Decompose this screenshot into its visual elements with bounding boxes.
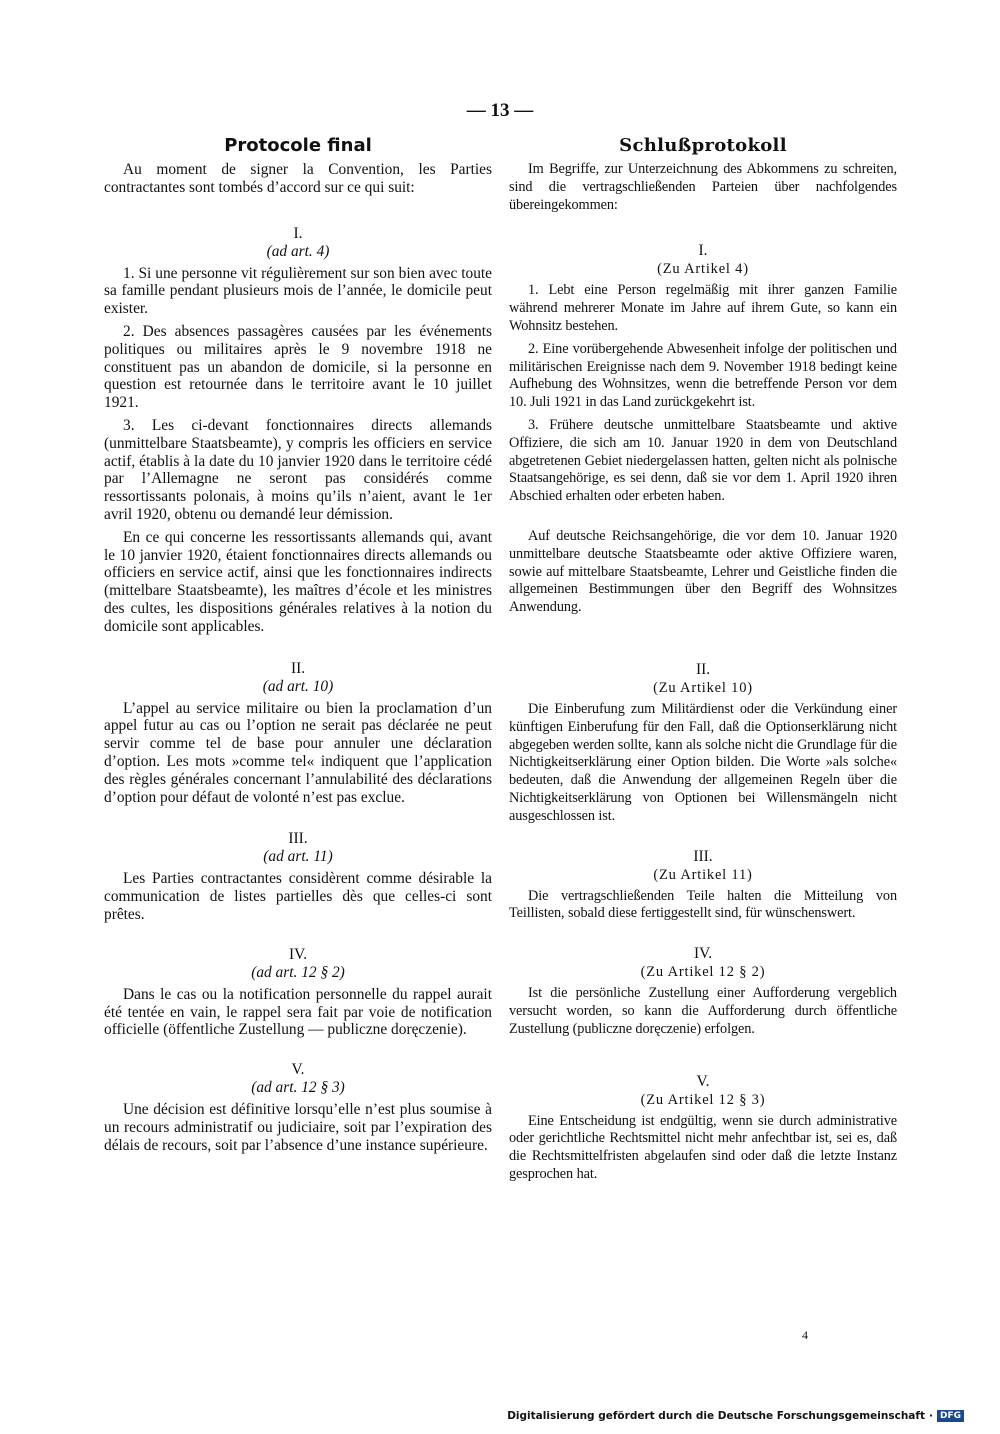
paragraph: L’appel au service militaire ou bien la proclamation d’un appel futur au cas ou l’option ne serait pas déclarée ne peut servir comme tel de base pour annuler une déclaration d’option. Les mots »comme tel« indiquent que l’application des règles générales concernant l’annulabilité des déclarations d’option pour défaut de volonté n’est pas exclue. <box>104 699 492 806</box>
section-number: IV. <box>693 945 713 963</box>
paragraph: 1. Lebt eine Person regelmäßig mit ihrer ganzen Familie während mehrerer Monate im Jahre auf ihrem Gute, so kann ein Wohnsitz bestehen. <box>509 282 897 334</box>
paragraph: Une décision est définitive lorsqu’elle n’est plus soumise à un recours administratif ou judiciaire, soit par l’expiration des délais de recours, soit par l’absence d’une instance supérieure. <box>104 1101 492 1154</box>
paragraph: Les Parties contractantes considèrent comme désirable la communication de listes partielles dès que celles-ci sont prêtes. <box>104 870 492 923</box>
section-number: III. <box>288 830 308 848</box>
dfg-logo[interactable]: DFG <box>937 1410 964 1422</box>
paragraph: 2. Des absences passagères causées par les événements politiques ou militaires après le 9 novembre 1918 ne constituent pas un abandon de domicile, si la personne en question est retournée dans le territoire avant le 10 juillet 1921. <box>104 322 492 412</box>
paragraph: Die vertragschließenden Teile halten die Mitteilung von Teillisten, sobald diese fertiggestellt sind, für wünschenswert. <box>509 887 897 922</box>
section-reference: (Zu Artikel 12 § 2) <box>640 964 766 981</box>
section-reference: (Zu Artikel 10) <box>653 679 753 696</box>
french-intro: Au moment de signer la Convention, les Parties contractantes sont tombés d’accord sur ce qui suit: <box>104 161 492 196</box>
paragraph: Die Einberufung zum Militärdienst oder die Verkündung einer künftigen Einberufung für den Fall, daß die Optionserklärung nicht abgegeben werden sollte, kann als solche nicht die Grundlage für die Nichtigkeitserklärung einer Option bilden. Die Worte »als solche« bedeuten, daß die Anwendung der allgemeinen Regeln über die Nichtigkeitserklärung von Optionen bei Willensmängeln nicht ausgeschlossen ist. <box>509 700 897 824</box>
section-number: II. <box>695 660 711 678</box>
signature-mark: 4 <box>802 1328 808 1342</box>
paragraph: Auf deutsche Reichsangehörige, die vor dem 10. Januar 1920 unmittelbare deutsche Staatsbeamte oder aktive Offiziere waren, sowie auf mittelbare Staatsbeamte, Lehrer und Geistliche finden die allgemeinen Bestimmungen über den Begriff des Wohnsitzes Anwendung. <box>509 527 897 616</box>
footer-separator: · <box>928 1410 933 1422</box>
french-column <box>104 135 492 1154</box>
paragraph: 1. Si une personne vit régulièrement sur son bien avec toute sa famille pendant plusieurs mois de l’année, le domicile peut exister. <box>104 264 492 318</box>
section-reference: (ad art. 10) <box>262 677 334 695</box>
paragraph: 2. Eine vorübergehende Abwesenheit infolge der politischen und militärischen Ereignisse nach dem 9. November 1918 bedingt keine Aufhebung des Wohnsitzes, wenn die betreffende Person vor dem 10. Juli 1921 in das Land zurückgekehrt ist. <box>509 340 897 411</box>
paragraph: Dans le cas ou la notification personnelle du rappel aurait été tentée en vain, le rappel sera fait par voie de notification officielle (öffentliche Zustellung — publiczne doręczenie). <box>104 985 492 1039</box>
section-number: III. <box>693 847 713 865</box>
section-number: I. <box>698 242 708 260</box>
section-reference: (Zu Artikel 4) <box>657 261 749 278</box>
section-number: II. <box>290 659 306 677</box>
german-intro: Im Begriffe, zur Unterzeichnung des Abkommens zu schreiten, sind die vertragschließenden Parteien über nachfolgendes übereingekommen: <box>509 161 897 213</box>
french-title: Protocole final <box>224 135 372 156</box>
paragraph: Ist die persönliche Zustellung einer Aufforderung vergeblich versucht worden, so kann die Aufforderung durch öffentliche Zustellung (publiczne doręczenie) erfolgen. <box>509 985 897 1037</box>
section-number: V. <box>696 1072 710 1090</box>
footer-text: Digitalisierung gefördert durch die Deutsche Forschungsgemeinschaft <box>507 1410 925 1422</box>
section-reference: (Zu Artikel 12 § 3) <box>640 1091 766 1108</box>
section-reference: (ad art. 12 § 2) <box>251 963 345 981</box>
section-reference: (ad art. 11) <box>263 848 333 866</box>
paragraph: 3. Les ci-devant fonctionnaires directs allemands (unmittelbare Staatsbeamte), y compris les officiers en service actif, établis à la date du 10 janvier 1920 dans le territoire cédé par l’Allemagne ne seront pas considérés comme ressortissants polonais, à moins qu’ils n’aient, avant le 1er avril 1920, obtenu ou demandé leur démission. <box>104 416 492 523</box>
paragraph: 3. Frühere deutsche unmittelbare Staatsbeamte und aktive Offiziere, die sich am 10. Januar 1920 in dem von Deutschland abgetretenen Gebiet niedergelassen hatten, gelten nicht als polnische Staatsangehörige, es sei denn, daß sie vor dem 1. April 1920 ihren Abschied erhalten oder erbeten haben. <box>509 416 897 505</box>
section-number: I. <box>293 224 303 242</box>
digitization-footer <box>507 1410 964 1422</box>
section-reference: (ad art. 4) <box>266 242 330 260</box>
section-number: IV. <box>288 945 308 963</box>
paragraph: En ce qui concerne les ressortissants allemands qui, avant le 10 janvier 1920, étaient fonctionnaires directs allemands ou officiers en service actif, ainsi que les fonctionnaires indirects (mittelbare Staatsbeamte), les maîtres d’école et les ministres des cultes, les dispositions générales relatives à la notion du domicile sont applicables. <box>104 528 492 635</box>
page-number: — 13 — <box>466 100 534 121</box>
section-reference: (Zu Artikel 11) <box>653 866 753 883</box>
section-reference: (ad art. 12 § 3) <box>251 1079 345 1097</box>
paragraph: Eine Entscheidung ist endgültig, wenn sie durch administrative oder gerichtliche Rechtsmittel nicht mehr anfechtbar ist, sei es, daß die Rechtsmittelfristen abgelaufen sind oder daß die letzte Instanz gesprochen hat. <box>509 1112 897 1182</box>
german-title: Schlußprotokoll <box>619 135 787 156</box>
section-number: V. <box>291 1061 305 1079</box>
german-column <box>509 135 897 1184</box>
